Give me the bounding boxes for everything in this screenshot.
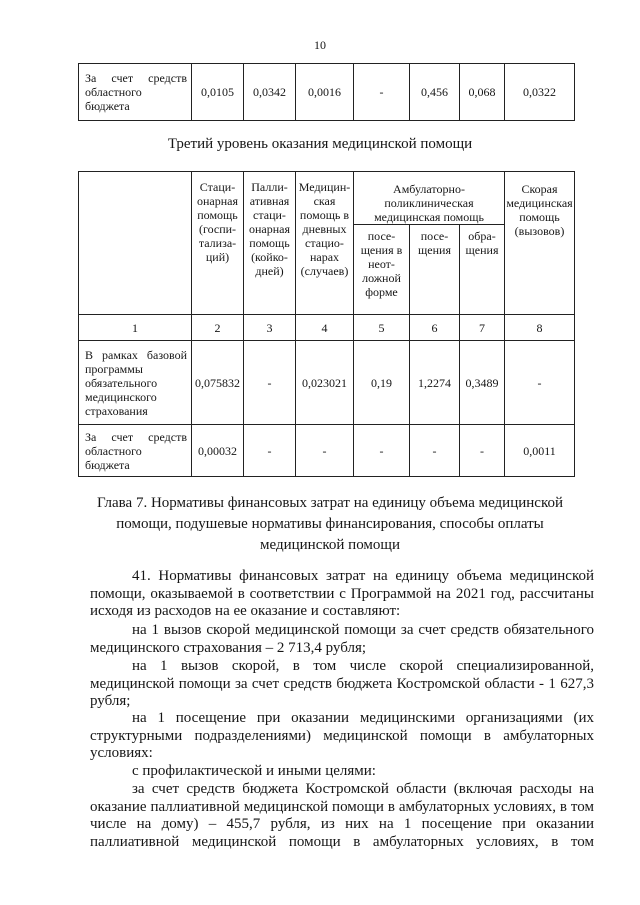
column-number: 5 <box>354 315 410 341</box>
column-number-row <box>79 315 575 341</box>
table-cell: - <box>410 425 460 477</box>
table-cell: - <box>296 425 354 477</box>
table-cell: 0,00032 <box>192 425 244 477</box>
column-number: 7 <box>460 315 505 341</box>
paragraph-preventive: с профилактической и иными целями: <box>132 763 376 779</box>
header-palliative: Палли- ативная стаци- онарная помощь (койко- дней) <box>244 172 296 315</box>
header-appeals: обра- щения <box>460 225 505 315</box>
table-cell: - <box>354 64 410 121</box>
table-cell: 0,456 <box>410 64 460 121</box>
section-title: Третий уровень оказания медицинской помощи <box>167 136 473 152</box>
column-number: 3 <box>244 315 296 341</box>
column-number: 6 <box>410 315 460 341</box>
table-cell: - <box>244 341 296 425</box>
table-row <box>79 425 575 477</box>
table-cell: 0,0016 <box>296 64 354 121</box>
header-urgent-visits: посе- щения в неот- ложной форме <box>354 225 410 315</box>
table-cell: 0,075832 <box>192 341 244 425</box>
table-cell: - <box>460 425 505 477</box>
table-cell: 1,2274 <box>410 341 460 425</box>
table-first-level-continuation <box>78 63 575 121</box>
table-cell: 0,0322 <box>505 64 575 121</box>
table-cell: - <box>244 425 296 477</box>
table-cell: 0,0342 <box>244 64 296 121</box>
row-label: За счет средств областного бюджета <box>79 425 192 477</box>
row-label: За счет средств областного бюджета <box>79 64 192 121</box>
paragraph-budget-palliative: за счет средств бюджета Костромской области (включая расходы на оказание паллиативной медицинской помощи в амбулаторных условиях, в том числе на дому) – 455,7 рубля, из них на 1 посещение при оказании паллиативной медицинской помощи в амбулаторных условиях, в том <box>90 781 594 850</box>
paragraph-outpatient-visit: на 1 посещение при оказании медицинскими организациями (их структурными подразделениями) медицинской помощи в амбулаторных условиях: <box>90 710 594 761</box>
table-cell: 0,0011 <box>505 425 575 477</box>
column-number: 1 <box>79 315 192 341</box>
table-cell: - <box>354 425 410 477</box>
column-number: 2 <box>192 315 244 341</box>
row-label: В рамках базовой программы обязательного медицинского страхования <box>79 341 192 425</box>
header-empty <box>79 172 192 315</box>
paragraph-ambulance-oms: на 1 вызов скорой медицинской помощи за счет средств обязательного медицинского страхования – 2 713,4 рубля; <box>90 622 594 656</box>
table-cell: 0,023021 <box>296 341 354 425</box>
paragraph-ambulance-budget: на 1 вызов скорой, в том числе скорой специализированной, медицинской помощи за счет средств бюджета Костромской области - 1 627,3 рубля; <box>90 658 594 709</box>
page-number: 10 <box>314 38 326 52</box>
header-inpatient: Стаци- онарная помощь (госпи- тализа- ций) <box>192 172 244 315</box>
table-row <box>79 64 575 121</box>
table-cell: 0,3489 <box>460 341 505 425</box>
table-cell: - <box>505 341 575 425</box>
table-cell: 0,068 <box>460 64 505 121</box>
chapter-title: Глава 7. Нормативы финансовых затрат на единицу объема медицинской помощи, подушевые нормативы финансирования, способы оплаты медицинской помощи <box>96 495 564 553</box>
header-day-hospital: Медицин- ская помощь в дневных стацио- нарах (случаев) <box>296 172 354 315</box>
table-row <box>79 341 575 425</box>
column-number: 4 <box>296 315 354 341</box>
table-third-level <box>78 171 575 477</box>
paragraph-41: 41. Нормативы финансовых затрат на единицу объема медицинской помощи, оказываемой в соответствии с Программой на 2021 год, рассчитаны исходя из расходов на ее оказание и составляют: <box>90 568 594 619</box>
header-ambulance: Скорая медицинская помощь (вызовов) <box>505 172 575 315</box>
column-number: 8 <box>505 315 575 341</box>
header-visits: посе- щения <box>410 225 460 315</box>
table-cell: 0,19 <box>354 341 410 425</box>
header-row <box>79 172 575 225</box>
header-outpatient-group: Амбулаторно- поликлиническая медицинская помощь <box>354 172 505 225</box>
table-cell: 0,0105 <box>192 64 244 121</box>
